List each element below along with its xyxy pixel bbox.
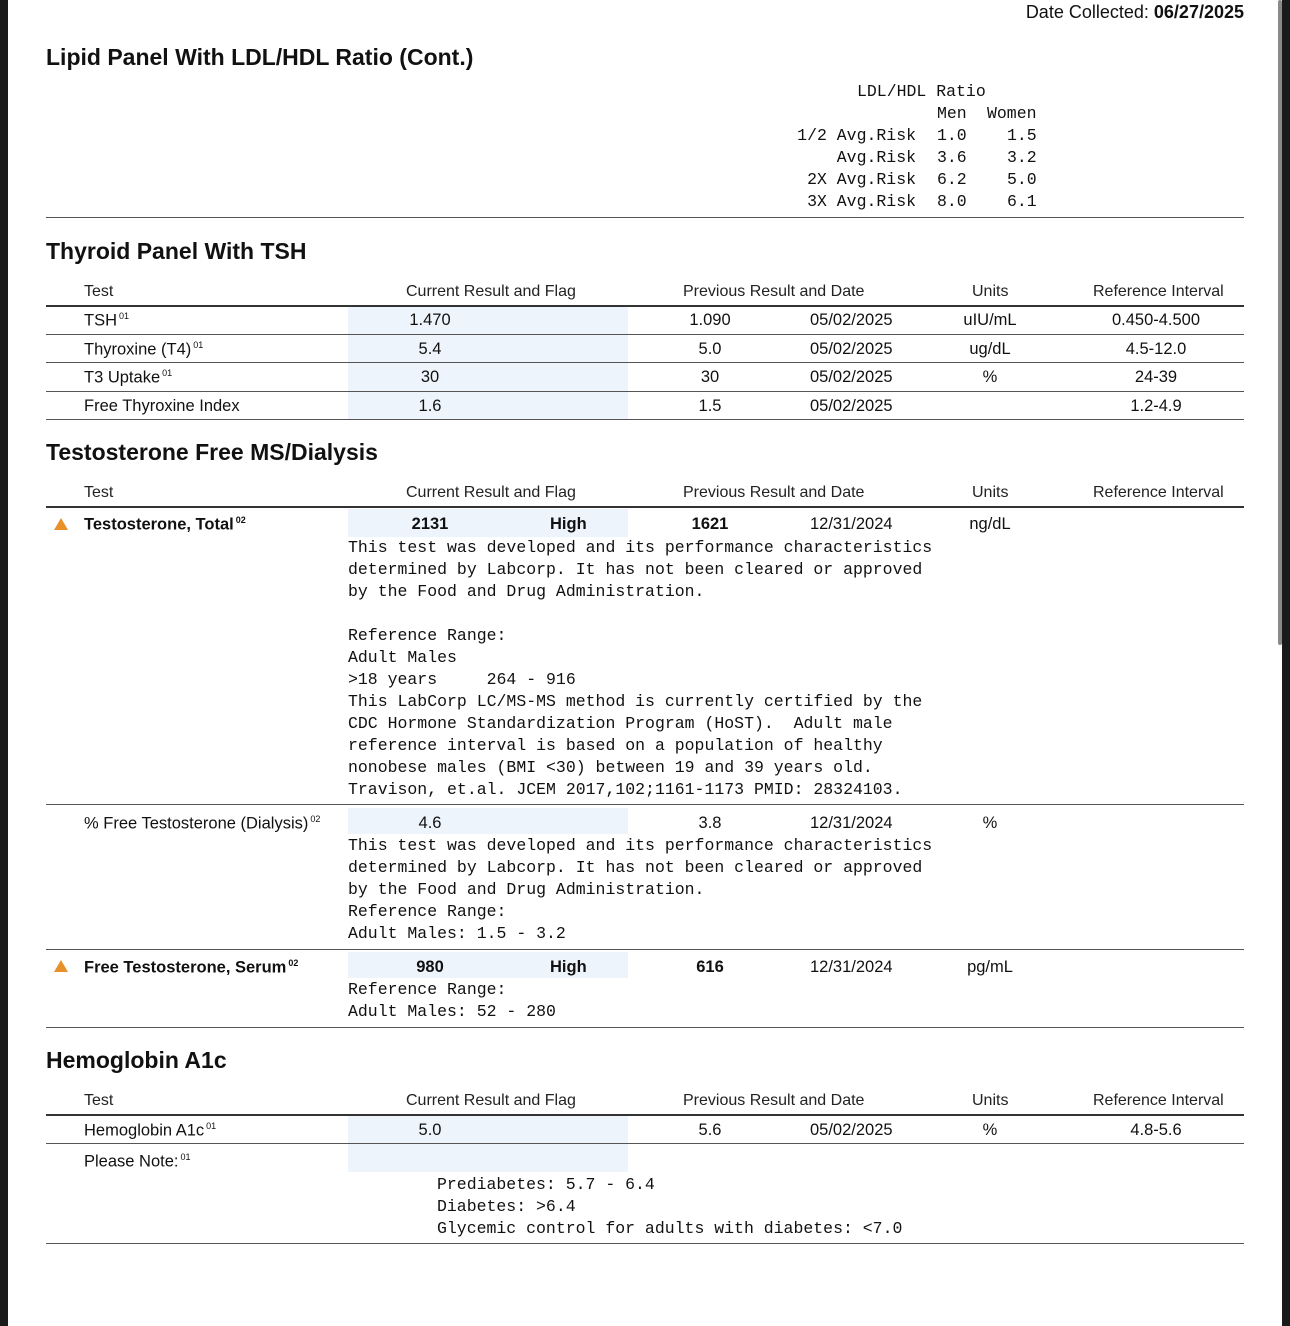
result-flag: High [550,515,587,533]
previous-date: 05/02/2025 [810,397,893,415]
header-divider [46,1114,1244,1116]
test-name: Thyroxine (T4) $^{01}$ [84,340,204,359]
previous-date: 12/31/2024 [810,515,893,533]
divider [46,217,1244,218]
row-divider [46,1143,1244,1144]
ratio-row-label: 3X Avg.Risk [807,192,916,211]
current-result: 1.470 [409,311,451,329]
current-result: 1.6 [418,397,442,415]
date-collected-value: 06/27/2025 [1153,2,1244,22]
units: % [982,368,998,386]
col-header-current: Current Result and Flag [406,283,576,300]
ldl-hdl-ratio-title: LDL/HDL Ratio [857,82,986,101]
previous-date: 12/31/2024 [810,814,893,832]
row-divider [46,419,1244,420]
current-result: 980 [416,958,444,976]
ratio-row-women: 5.0 [1007,170,1037,189]
ratio-row-women: 1.5 [1007,126,1037,145]
col-header-reference: Reference Interval [1093,1092,1224,1109]
col-header-current: Current Result and Flag [406,1092,576,1109]
previous-result: 1.5 [698,397,722,415]
lipid-panel-title: Lipid Panel With LDL/HDL Ratio (Cont.) [46,44,474,70]
col-header-previous: Previous Result and Date [683,484,865,501]
previous-result: 3.8 [698,814,722,832]
test-name: Testosterone, Total $^{02}$ [84,515,246,534]
test-name: Hemoglobin A1c $^{01}$ [84,1121,217,1140]
col-header-test: Test [84,283,114,300]
previous-result: 5.0 [698,340,722,358]
vertical-scrollbar[interactable] [1278,0,1282,645]
current-result: 2131 [411,515,449,533]
col-header-units: Units [972,283,1009,300]
row-divider [46,949,1244,950]
testosterone-panel-title: Testosterone Free MS/Dialysis [46,439,378,465]
thyroid-panel-title: Thyroid Panel With TSH [46,238,307,264]
col-header-units: Units [972,1092,1009,1109]
row-divider [46,1243,1244,1244]
reference-interval: 1.2-4.9 [1130,397,1182,415]
date-collected [1026,2,1244,23]
ratio-row-men: 1.0 [937,126,967,145]
col-header-reference: Reference Interval [1093,484,1224,501]
previous-date: 12/31/2024 [810,958,893,976]
col-header-current: Current Result and Flag [406,484,576,501]
header-divider [46,305,1244,307]
warning-triangle-icon [54,960,68,972]
ratio-row-men: 6.2 [937,170,967,189]
units: ug/dL [969,340,1011,358]
ratio-row-women: 6.1 [1007,192,1037,211]
col-header-test: Test [84,1092,114,1109]
ratio-row-men: 8.0 [937,192,967,211]
col-header-test: Test [84,484,114,501]
units: uIU/mL [963,311,1017,329]
reference-interval: 24-39 [1134,368,1178,386]
a1c-panel-title: Hemoglobin A1c [46,1047,227,1073]
col-header-previous: Previous Result and Date [683,283,865,300]
header-divider [46,506,1244,508]
a1c-note: Prediabetes: 5.7 - 6.4 Diabetes: >6.4 Glycemic control for adults with diabetes: <7.0 [437,1175,903,1238]
current-result: 4.6 [418,814,442,832]
test-name: TSH $^{01}$ [84,311,130,330]
test-name: T3 Uptake $^{01}$ [84,368,173,387]
current-result: 5.4 [418,340,442,358]
result-comment: This test was developed and its performance characteristics determined by Labcorp. It has not been cleared or approved by the Food and Drug Administration. Reference Range: Adult Males: 1.5 - 3.2 [348,836,933,943]
test-name: Free Thyroxine Index [84,397,240,415]
ratio-col-women: Women [987,104,1037,123]
ratio-row-label: Avg.Risk [836,148,916,167]
previous-result: 1.090 [689,311,731,329]
result-comment: Reference Range: Adult Males: 52 - 280 [348,980,556,1021]
ratio-row-label: 2X Avg.Risk [807,170,916,189]
reference-interval: 0.450-4.500 [1111,311,1201,329]
current-result: 5.0 [418,1121,442,1139]
reference-interval: 4.8-5.6 [1130,1121,1182,1139]
units: % [982,814,998,832]
row-divider [46,362,1244,363]
reference-interval: 4.5-12.0 [1125,340,1187,358]
row-divider [46,334,1244,335]
ratio-row-men: 3.6 [937,148,967,167]
row-divider [46,1027,1244,1028]
test-name: % Free Testosterone (Dialysis) $^{02}$ [84,814,321,833]
col-header-units: Units [972,484,1009,501]
current-result: 30 [420,368,440,386]
row-divider [46,804,1244,805]
previous-date: 05/02/2025 [810,1121,893,1139]
result-flag: High [550,958,587,976]
test-name: Free Testosterone, Serum $^{02}$ [84,958,299,977]
date-collected-label: Date Collected: [1025,2,1149,22]
units: pg/mL [967,958,1013,976]
previous-result: 5.6 [698,1121,722,1139]
previous-date: 05/02/2025 [810,368,893,386]
previous-date: 05/02/2025 [810,311,893,329]
row-divider [46,391,1244,392]
units: ng/dL [969,515,1011,533]
ratio-row-label: 1/2 Avg.Risk [797,126,916,145]
ratio-row-women: 3.2 [1007,148,1037,167]
previous-result: 1621 [691,515,729,533]
result-comment: This test was developed and its performance characteristics determined by Labcorp. It has not been cleared or approved by the Food and Drug Administration. Reference Range: Adult Males >18 years 264 - 916 This LabCorp LC/MS-MS method is currently certified by the CDC Hormone Standardization Program (HoST). Adult male reference interval is based on a population of healthy nonobese males (BMI <30) between 19 and 39 years old. Travison, et.al. JCEM 2017,102;1161-1173 PMID: 28324103. [348,538,933,799]
col-header-reference: Reference Interval [1093,283,1224,300]
previous-result: 30 [700,368,720,386]
window-edge-right [1282,0,1290,1326]
previous-result: 616 [696,958,724,976]
window-edge-left [0,0,8,1326]
warning-triangle-icon [54,518,68,530]
units: % [982,1121,998,1139]
ratio-col-men: Men [937,104,967,123]
previous-date: 05/02/2025 [810,340,893,358]
col-header-previous: Previous Result and Date [683,1092,865,1109]
please-note-label: Please Note: $^{01}$ [84,1152,191,1171]
